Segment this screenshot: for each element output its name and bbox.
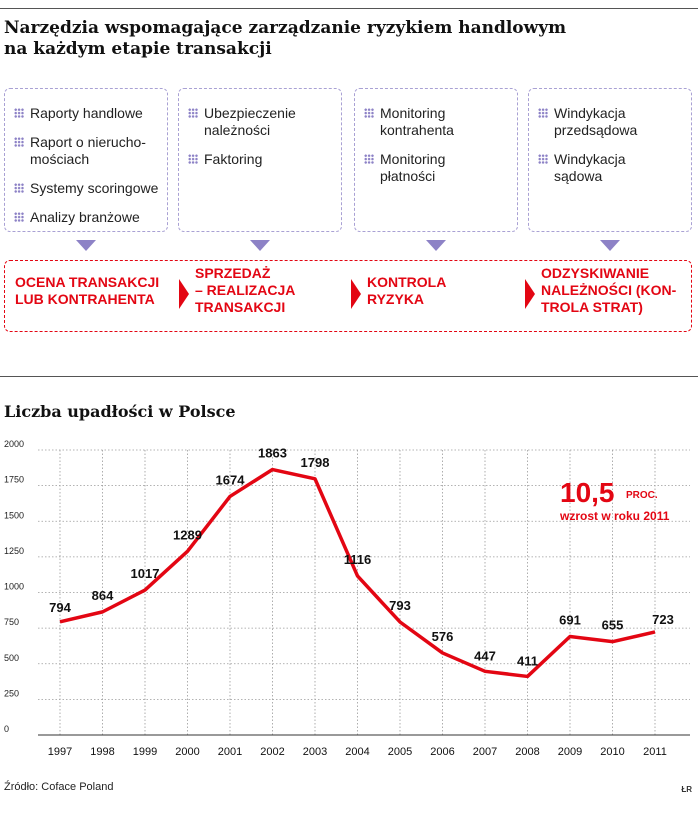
y-tick-label: 1000 [4, 581, 25, 592]
page-title [4, 18, 624, 60]
tool-box-4 [528, 88, 692, 232]
tool-item: Windykacja przedsądowa [537, 105, 685, 139]
data-label: 1017 [130, 566, 160, 582]
tool-item: Analizy branżowe [13, 209, 161, 226]
stage-label-4: ODZYSKIWANIE NALEŻNOŚCI (KON- TROLA STRAT) [541, 265, 677, 315]
chevron-right-icon [179, 279, 189, 309]
data-label: 655 [601, 617, 624, 633]
data-label: 447 [474, 648, 496, 664]
author-initials: ŁR [681, 785, 692, 794]
chevron-right-icon [351, 279, 361, 309]
y-tick-label: 1250 [4, 545, 25, 556]
x-tick-label: 2002 [260, 746, 285, 758]
stage-label-1: OCENA TRANSAKCJI LUB KONTRAHENTA [15, 274, 160, 307]
down-arrow-icon [600, 240, 620, 251]
stage-label-3: KONTROLA RYZYKA [367, 274, 447, 307]
data-label: 1674 [215, 472, 245, 488]
tool-item: Raporty handlowe [13, 105, 161, 122]
annotation-value: 10,5 [560, 477, 615, 508]
chevron-right-icon [525, 279, 535, 309]
y-tick-label: 1750 [4, 474, 25, 485]
x-tick-label: 2003 [302, 746, 328, 758]
title-line-1: Narzędzia wspomagające zarządzanie ryzykiem handlowym [4, 18, 567, 38]
x-tick-label: 1999 [132, 746, 158, 758]
x-tick-label: 1997 [47, 746, 73, 758]
tool-item: Ubezpieczenie należności [187, 105, 335, 139]
x-tick-label: 2009 [557, 746, 583, 758]
x-tick-label: 2001 [217, 746, 243, 758]
dot-grid-icon [14, 137, 24, 147]
title-line-2: na każdym etapie transakcji [4, 39, 272, 59]
data-label: 794 [49, 599, 71, 615]
x-tick-label: 2005 [387, 746, 413, 758]
tool-box-1 [4, 88, 168, 232]
down-arrow-icon [76, 240, 96, 251]
annotation-unit: PROC. [626, 490, 658, 501]
tool-item: Windykacja sądowa [537, 151, 685, 185]
tool-item: Faktoring [187, 151, 335, 168]
top-rule [0, 8, 698, 9]
tool-item: Monitoring płatności [363, 151, 511, 185]
data-label: 1289 [173, 527, 202, 543]
data-label: 1863 [258, 445, 287, 461]
data-label: 1116 [343, 551, 372, 567]
tool-item: Raport o nierucho- mościach [13, 134, 161, 168]
tool-box-2 [178, 88, 342, 232]
y-tick-label: 750 [4, 617, 20, 628]
dot-grid-icon [14, 108, 24, 118]
data-label: 864 [91, 587, 114, 603]
dot-grid-icon [188, 108, 198, 118]
stages-box [4, 260, 692, 332]
data-label: 793 [389, 597, 411, 613]
dot-grid-icon [538, 154, 548, 164]
y-tick-label: 250 [4, 688, 20, 699]
middle-rule [0, 376, 698, 377]
data-label: 411 [517, 653, 538, 669]
down-arrow-icon [426, 240, 446, 251]
dot-grid-icon [538, 108, 548, 118]
x-tick-label: 2008 [515, 746, 540, 758]
y-tick-label: 1500 [4, 510, 25, 521]
dot-grid-icon [188, 154, 198, 164]
x-tick-label: 2011 [643, 746, 667, 758]
annotation-text: wzrost w roku 2011 [560, 509, 670, 523]
tool-box-3 [354, 88, 518, 232]
data-label: 576 [431, 628, 454, 644]
data-label: 691 [559, 612, 581, 628]
down-arrow-icon [250, 240, 270, 251]
x-tick-label: 2010 [600, 746, 625, 758]
x-tick-label: 2000 [175, 746, 200, 758]
tool-item: Systemy scoringowe [13, 180, 161, 197]
data-label: 1798 [300, 454, 330, 470]
y-tick-label: 0 [4, 724, 10, 734]
x-tick-label: 2007 [472, 746, 498, 758]
x-tick-label: 1998 [90, 746, 115, 758]
dot-grid-icon [364, 154, 374, 164]
dot-grid-icon [14, 212, 24, 222]
stage-label-2: SPRZEDAŻ – REALIZACJA TRANSAKCJI [195, 265, 296, 315]
dot-grid-icon [364, 108, 374, 118]
y-tick-label: 2000 [4, 440, 25, 449]
x-tick-label: 2004 [345, 746, 370, 758]
dot-grid-icon [14, 183, 24, 193]
y-tick-label: 500 [4, 652, 20, 663]
x-tick-label: 2006 [430, 746, 455, 758]
data-label: 723 [652, 611, 674, 627]
tool-item: Monitoring kontrahenta [363, 105, 511, 139]
chart-title: Liczba upadłości w Polsce [4, 402, 236, 421]
bankruptcy-line-chart [0, 440, 698, 780]
source-note: Źródło: Coface Poland [4, 781, 114, 793]
